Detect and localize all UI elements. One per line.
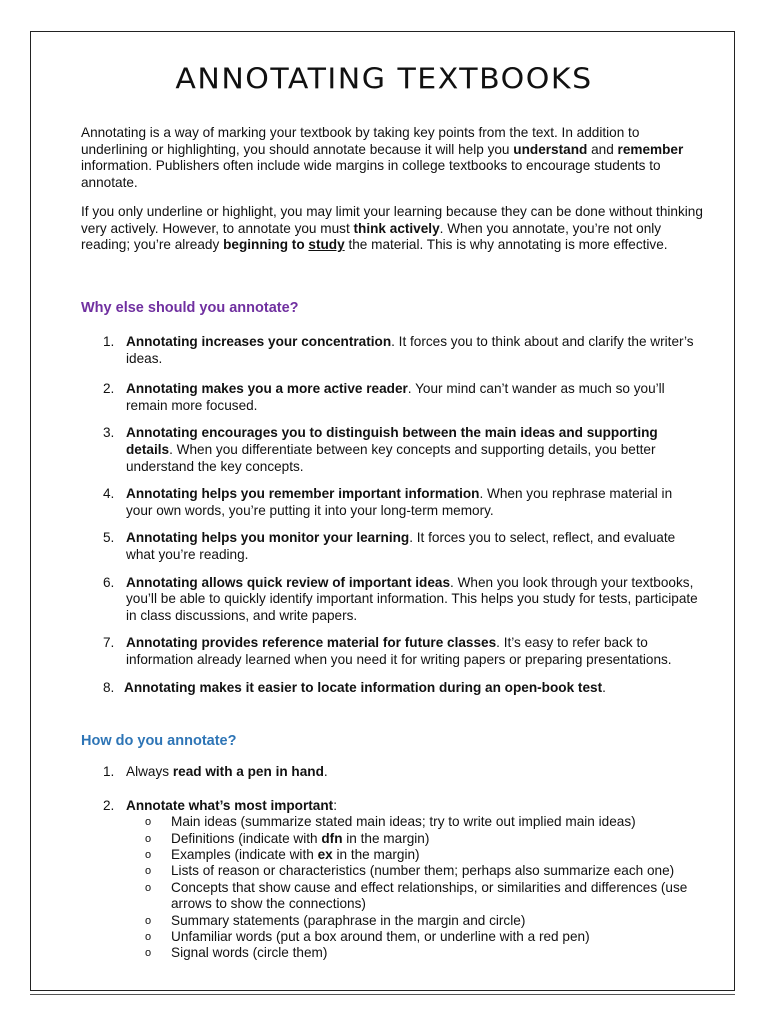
steps-list xyxy=(81,764,701,962)
step-item: 1. Always read with a pen in hand. xyxy=(103,764,328,779)
why-heading: Why else should you annotate? xyxy=(81,300,299,316)
step-item: 2. Annotate what’s most important: o Main ideas (summarize stated main ideas; try to write out implied main ideas) o Definitions (indicate with dfn in the margin) o Examples (indicate with ex in the margin) o Lists of reason or characteristics (number them; perhaps also summarize each one) o Concepts that show cause and effect relationships, or similarities and differences (use arrows to show the connections) o Summary statements (paraphrase in the margin and circle) o Unfamiliar words (put a box around them, or underline with a red pen) o Signal words (circle them) xyxy=(81,798,701,962)
sub-item-main-ideas: o Main ideas (summarize stated main ideas; try to write out implied main ideas) xyxy=(145,814,636,830)
intro-paragraph-2: If you only underline or highlight, you may limit your learning because they can be done without thinking very actively. However, to annotate you must think actively. When you annotate, you’re not only reading; you’re already beginning to study the material. This is why annotating is more effective. xyxy=(81,204,703,253)
bottom-rule xyxy=(30,994,735,995)
list-item: 4. Annotating helps you remember important information. When you rephrase material in your own words, you’re putting it into your long-term memory. xyxy=(103,486,673,518)
how-heading: How do you annotate? xyxy=(81,733,237,749)
sub-item-lists: o Lists of reason or characteristics (number them; perhaps also summarize each one) xyxy=(145,863,675,879)
list-item: 2. Annotating makes you a more active reader. Your mind can’t wander as much so you’ll remain more focused. xyxy=(103,381,665,413)
list-item: 8. Annotating makes it easier to locate information during an open-book test. xyxy=(103,679,606,695)
sub-item-concepts: o Concepts that show cause and effect relationships, or similarities and differences (use arrows to show the connections) xyxy=(145,879,688,912)
sub-item-signal: o Signal words (circle them) xyxy=(145,945,328,961)
sub-item-summary: o Summary statements (paraphrase in the margin and circle) xyxy=(145,912,526,928)
sub-item-unfamiliar: o Unfamiliar words (put a box around them, or underline with a red pen) xyxy=(145,929,590,945)
list-item: 7. Annotating provides reference material for future classes. It’s easy to refer back to information already learned when you need it for writing papers or preparing presentations. xyxy=(103,635,672,667)
list-item: 1. Annotating increases your concentration. It forces you to think about and clarify the writer’s ideas. xyxy=(103,334,694,366)
sub-item-examples: o Examples (indicate with ex in the margin) xyxy=(145,847,420,862)
reasons-list xyxy=(81,334,701,696)
sub-item-definitions: o Definitions (indicate with dfn in the margin) xyxy=(145,830,430,846)
list-item: 6. Annotating allows quick review of important ideas. When you look through your textbooks, you’ll be able to quickly identify important information. This helps you study for tests, participate in class discussions, and write papers. xyxy=(103,574,698,623)
intro-paragraph-1: Annotating is a way of marking your textbook by taking key points from the text. In addition to underlining or highlighting, you should annotate because it will help you understand and remember information. Publishers often include wide margins in college textbooks to encourage students to annotate. xyxy=(81,125,684,190)
list-item: 5. Annotating helps you monitor your learning. It forces you to select, reflect, and evaluate what you’re reading. xyxy=(103,530,676,562)
sub-list xyxy=(126,814,701,962)
list-item: 3. Annotating encourages you to distinguish between the main ideas and supporting details. When you differentiate between key concepts and supporting details, you better understand the key concepts. xyxy=(103,425,658,474)
page-title: ANNOTATING TEXTBOOKS xyxy=(175,62,593,97)
